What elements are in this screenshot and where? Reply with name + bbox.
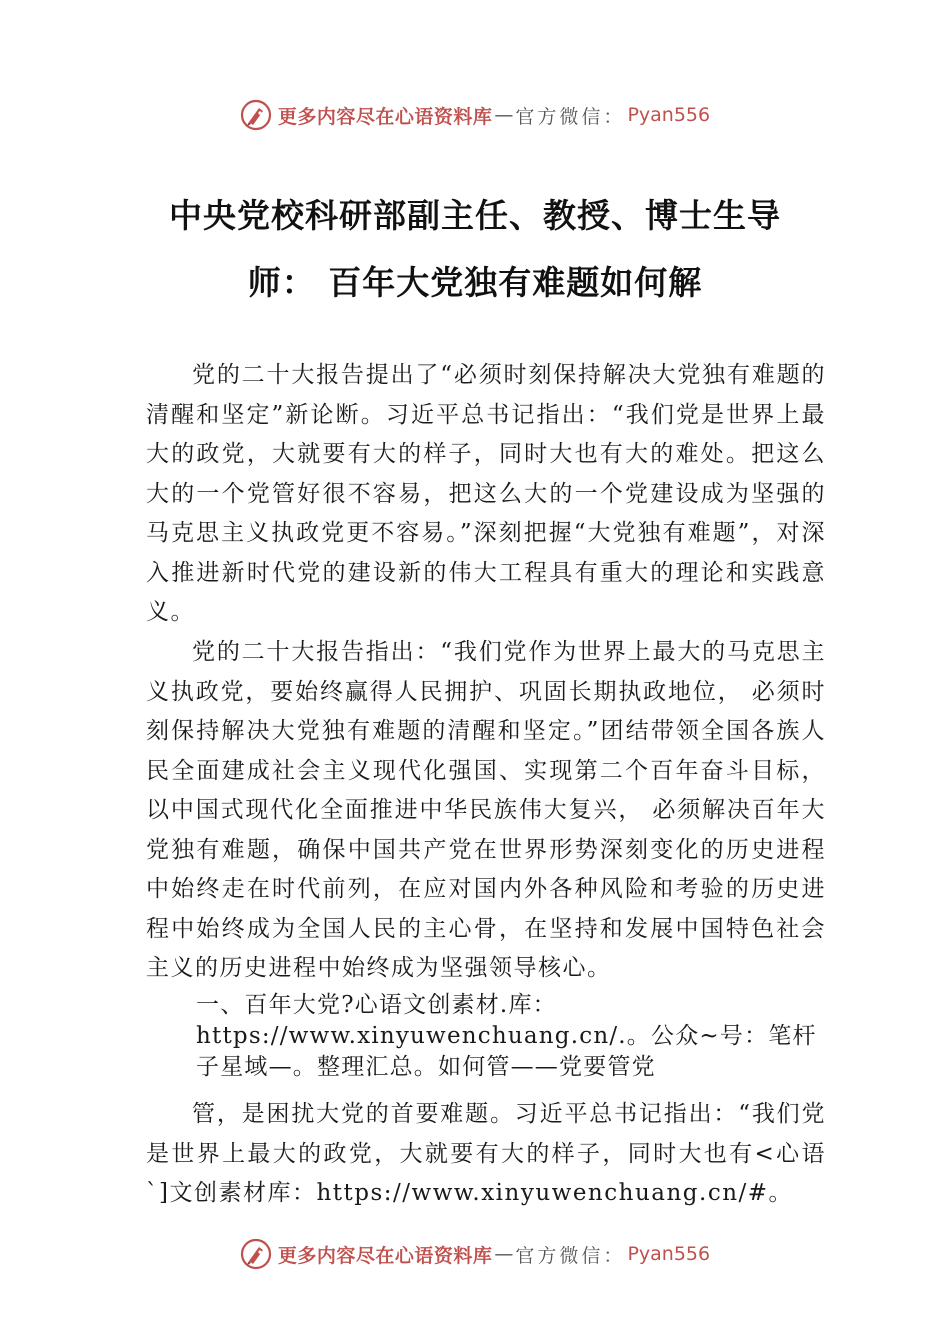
document-title-line-2: 师： 百年大党独有难题如何解 bbox=[247, 263, 703, 302]
header-banner bbox=[0, 95, 950, 135]
banner-brand: 更多内容尽在心语资料库 bbox=[277, 1244, 493, 1267]
paragraph-1 bbox=[146, 356, 826, 633]
paragraph-3-text: 管，是困扰大党的首要难题。习近平总书记指出：“我们党是世界上最大的政党，大就要有大的样子，同时大也有<心语`]文创素材库：https://www.xinyuwenchuang.cn/#。 bbox=[146, 1101, 826, 1206]
banner-brand: 更多内容尽在心语资料库 bbox=[277, 105, 493, 128]
pen-nib-logo-icon bbox=[240, 99, 272, 131]
footer-banner bbox=[0, 1234, 950, 1274]
document-title-line-1: 中央党校科研部副主任、教授、博士生导 bbox=[169, 196, 781, 235]
paragraph-3 bbox=[146, 1095, 826, 1214]
paragraph-2-text: 党的二十大报告指出：“我们党作为世界上最大的马克思主义执政党，要始终赢得人民拥护、巩固长期执政地位， 必须时刻保持解决大党独有难题的清醒和坚定。”团结带领全国各族人民全面建成社会主义现代化强国、实现第二个百年奋斗目标，以中国式现代化全面推进中华民族伟大复兴， 必须解决百年大党独有难题，确保中国共产党在世界形势深刻变化的历史进程中始终走在时代前列，在应对国内外各种风险和考验的历史进程中始终成为全国人民的主心骨，在坚持和发展中国特色社会主义的历史进程中始终成为坚强领导核心。 bbox=[146, 639, 826, 981]
banner-dash: — bbox=[494, 104, 514, 126]
banner-wechat-label: 官方微信： bbox=[515, 1244, 626, 1267]
banner-wechat-handle: Pyan556 bbox=[627, 104, 711, 126]
paragraph-1-text: 党的二十大报告提出了“必须时刻保持解决大党独有难题的清醒和坚定”新论断。习近平总书记指出：“我们党是世界上最大的政党，大就要有大的样子，同时大也有大的难处。把这么大的一个党管好很不容易，把这么大的一个党建设成为坚强的马克思主义执政党更不容易。”深刻把握“大党独有难题”，对深入推进新时代党的建设新的伟大工程具有重大的理论和实践意义。 bbox=[146, 362, 826, 625]
pen-nib-logo-icon bbox=[240, 1238, 272, 1270]
paragraph-2 bbox=[146, 633, 826, 989]
banner-wechat-label: 官方微信： bbox=[515, 105, 626, 128]
section-heading-1: 一、百年大党?心语文创素材.库：https://www.xinyuwenchuang.cn/.。公众~号：笔杆子星域—。整理汇总。如何管——党要管党 bbox=[196, 992, 817, 1080]
banner-wechat-handle: Pyan556 bbox=[627, 1243, 711, 1265]
banner-dash: — bbox=[494, 1243, 514, 1265]
